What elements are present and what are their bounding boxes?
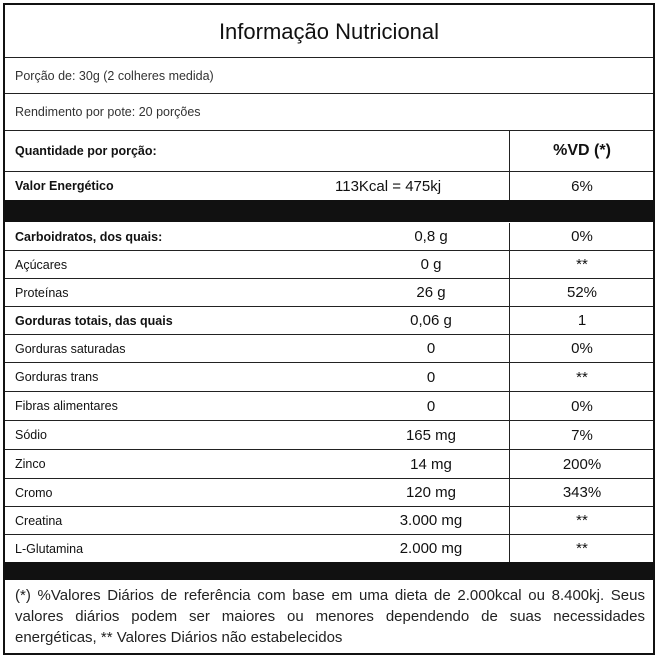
column-separator	[509, 131, 510, 200]
nutrient-vd: **	[576, 512, 588, 529]
nutrient-name: Carboidratos, dos quais:	[15, 229, 163, 244]
nutrient-amount-cell	[5, 450, 509, 478]
table-row	[5, 307, 653, 334]
nutrient-amount-cell	[5, 307, 509, 334]
nutrient-amount-cell	[5, 535, 509, 562]
nutrient-amount-cell	[5, 479, 509, 506]
table-row	[5, 507, 653, 534]
nutrient-amount-cell	[5, 507, 509, 534]
nutrient-amount: 0 g	[420, 256, 442, 273]
header-vd-label: %VD (*)	[553, 142, 611, 159]
energy-amount: 113Kcal = 475kj	[335, 177, 442, 195]
nutrient-name: Gorduras trans	[15, 370, 99, 384]
energy-amount-cell	[5, 172, 509, 200]
nutrient-amount-cell	[5, 363, 509, 391]
nutrient-vd: **	[576, 368, 588, 386]
nutrient-name: Proteínas	[15, 285, 69, 300]
energy-row	[5, 172, 653, 200]
nutrient-name: Cromo	[15, 485, 53, 500]
servings-per-container: Rendimento por pote: 20 porções	[15, 105, 201, 119]
divider	[5, 57, 653, 58]
nutrient-amount-cell	[5, 335, 509, 362]
nutrient-amount-cell	[5, 392, 509, 420]
nutrient-vd: 7%	[571, 426, 593, 444]
nutrient-amount: 120 mg	[405, 484, 457, 501]
header-quantity-label: Quantidade por porção:	[15, 144, 157, 158]
nutrient-name: Açúcares	[15, 257, 68, 272]
nutrient-name: Gorduras totais, das quais	[15, 313, 173, 328]
nutrient-name: Creatina	[15, 513, 63, 528]
footnote: (*) %Valores Diários de referência com base em uma dieta de 2.000kcal ou 8.400kj. Seus valores diários podem ser maiores ou menores dependendo de suas necessidades energéticas, ** Valores Diários não estabelecidos	[15, 587, 645, 646]
nutrient-vd: **	[576, 540, 588, 557]
nutrient-amount: 0,06 g	[410, 312, 452, 329]
nutrient-amount: 26 g	[416, 284, 446, 301]
nutrient-name: Fibras alimentares	[15, 399, 118, 413]
nutrition-label	[3, 3, 655, 655]
table-row	[5, 223, 653, 250]
table-row	[5, 421, 653, 449]
nutrient-name: Zinco	[15, 457, 46, 471]
section-divider-bar	[5, 562, 653, 580]
nutrient-amount-cell	[5, 223, 509, 250]
energy-vd: 6%	[571, 177, 593, 195]
nutrient-name: Sódio	[15, 428, 47, 442]
nutrient-amount: 14 mg	[410, 455, 452, 473]
nutrient-amount: 165 mg	[405, 426, 457, 444]
nutrient-vd: **	[576, 256, 588, 273]
table-row	[5, 535, 653, 562]
nutrient-vd: 52%	[566, 284, 598, 301]
nutrient-amount: 0	[426, 340, 436, 357]
serving-size: Porção de: 30g (2 colheres medida)	[15, 69, 214, 83]
nutrient-name: L-Glutamina	[15, 541, 84, 556]
nutrient-amount: 0	[426, 368, 436, 386]
energy-name: Valor Energético	[15, 179, 114, 193]
table-row	[5, 479, 653, 506]
table-row	[5, 335, 653, 362]
table-row	[5, 251, 653, 278]
header-row	[5, 131, 653, 171]
section-divider-bar	[5, 200, 653, 222]
nutrient-vd: 200%	[562, 455, 602, 473]
nutrient-vd: 0%	[571, 340, 593, 357]
divider	[5, 93, 653, 94]
nutrient-amount: 0,8 g	[414, 228, 448, 245]
nutrient-amount: 3.000 mg	[399, 512, 463, 529]
nutrient-amount: 2.000 mg	[399, 540, 463, 557]
label-title: Informação Nutricional	[218, 19, 440, 44]
nutrient-amount-cell	[5, 251, 509, 278]
nutrient-amount-cell	[5, 279, 509, 306]
nutrient-amount-cell	[5, 421, 509, 449]
column-separator	[509, 223, 510, 562]
table-row	[5, 363, 653, 391]
nutrient-vd: 343%	[562, 484, 602, 501]
table-row	[5, 450, 653, 478]
nutrient-vd: 1	[577, 312, 587, 329]
table-row	[5, 279, 653, 306]
nutrient-name: Gorduras saturadas	[15, 341, 126, 356]
table-row	[5, 392, 653, 420]
nutrient-amount: 0	[426, 397, 436, 415]
nutrient-vd: 0%	[571, 228, 593, 245]
nutrient-vd: 0%	[571, 397, 593, 415]
